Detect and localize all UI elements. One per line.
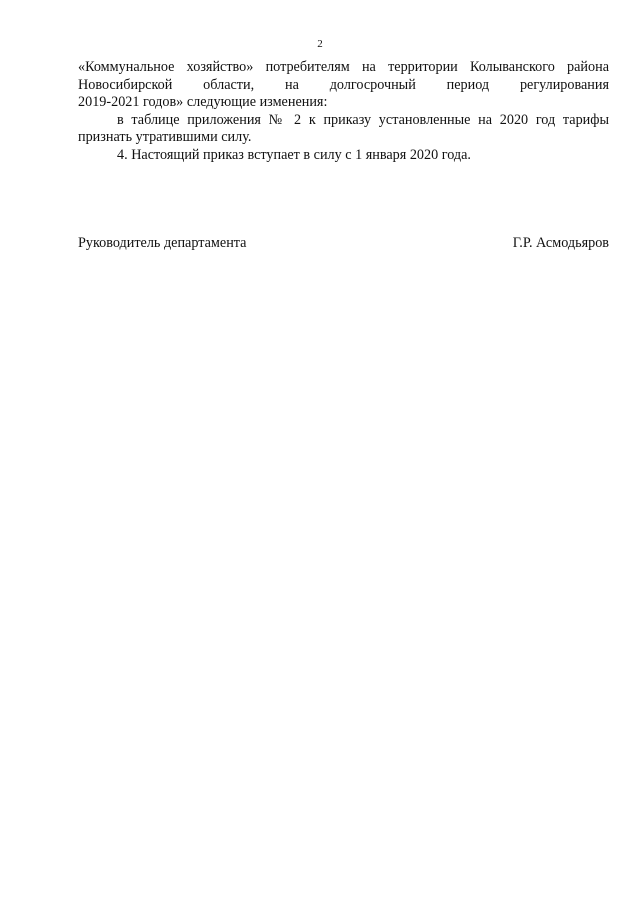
document-body xyxy=(78,59,609,164)
paragraph-line-1: «Коммунальное хозяйство» потребителям на территории Колыванского района xyxy=(78,59,609,75)
paragraph-line-2: Новосибирской области, на долгосрочный период регулирования xyxy=(78,76,609,93)
signature-block xyxy=(78,235,609,253)
paragraph-item-4: 4. Настоящий приказ вступает в силу с 1 января 2020 года. xyxy=(117,146,471,163)
page-number: 2 xyxy=(317,38,323,50)
paragraph-line-3: 2019-2021 годов» следующие изменения: xyxy=(78,94,328,110)
paragraph-table-change: в таблице приложения № 2 к приказу установленные на 2020 год тарифы признать утратившими силу. xyxy=(78,111,609,145)
signatory-position: Руководитель департамента xyxy=(78,235,247,251)
signatory-name: Г.Р. Асмодьяров xyxy=(512,235,609,251)
